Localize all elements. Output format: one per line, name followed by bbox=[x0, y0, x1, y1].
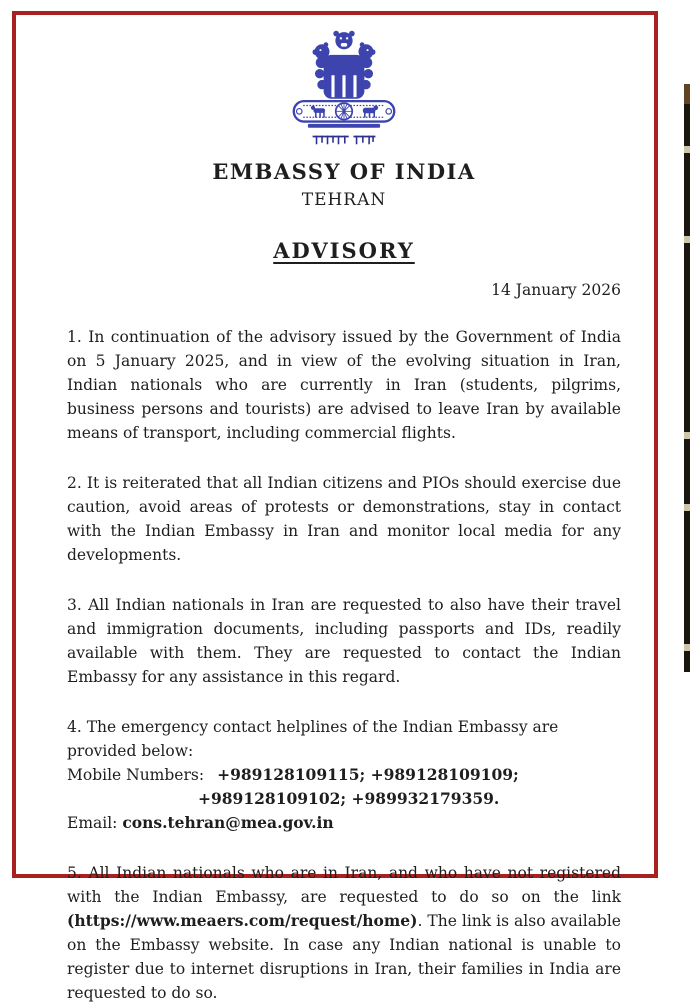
email-address: cons.tehran@mea.gov.in bbox=[122, 813, 334, 832]
scan-edge-artifact bbox=[684, 84, 690, 672]
mobile-numbers-group-2: +989128109102; +989932179359. bbox=[198, 789, 500, 808]
mobile-numbers-label: Mobile Numbers: bbox=[67, 766, 205, 784]
scan-edge-notch bbox=[684, 432, 690, 439]
mobile-numbers-line-1 bbox=[67, 763, 621, 787]
emblem-container bbox=[67, 25, 621, 153]
scan-edge-notch bbox=[684, 236, 690, 243]
email-line bbox=[67, 811, 621, 835]
scan-edge-notch bbox=[684, 644, 690, 651]
paragraph-5-text-after: . The link is also available on the Embassy website. In case any Indian national is unable to register due to internet disruptions in Iran, their families in India are requested to do so. bbox=[67, 912, 621, 1002]
city-name: TEHRAN bbox=[301, 190, 387, 210]
email-label: Email: bbox=[67, 814, 118, 832]
paragraph-5 bbox=[67, 861, 621, 1005]
document-border-frame bbox=[12, 11, 658, 1002]
scan-edge-notch bbox=[684, 146, 690, 153]
advisory-title: ADVISORY bbox=[273, 238, 415, 263]
mobile-numbers-line-2 bbox=[67, 787, 621, 811]
document-page bbox=[16, 15, 654, 1005]
paragraph-5-text-before: 5. All Indian nationals who are in Iran, and who have not registered with the Indian Embassy, are requested to do so on the link bbox=[67, 864, 621, 906]
helplines-intro: 4. The emergency contact helplines of the Indian Embassy are provided below: bbox=[67, 718, 559, 760]
paragraph-3: 3. All Indian nationals in Iran are requested to also have their travel and immigration documents, including passports and IDs, readily available with them. They are requested to contact the Indian Embassy for any assistance in this regard. bbox=[67, 596, 621, 686]
org-name: EMBASSY OF INDIA bbox=[212, 159, 476, 184]
scan-edge-artifact-top bbox=[684, 84, 690, 104]
state-emblem-of-india-icon bbox=[289, 25, 399, 149]
registration-link-url: (https://www.meaers.com/request/home) bbox=[67, 911, 418, 930]
document-date: 14 January 2026 bbox=[491, 281, 621, 299]
paragraph-1: 1. In continuation of the advisory issued by the Government of India on 5 January 2025, and in view of the evolving situation in Iran, Indian nationals who are currently in Iran (students, pilgrims, business persons and tourists) are advised to leave Iran by available means of transport, including commercial flights. bbox=[67, 328, 621, 442]
mobile-numbers-group-1: +989128109115; +989128109109; bbox=[217, 765, 519, 784]
scan-edge-notch bbox=[684, 504, 690, 511]
satyameva-jayate-motto bbox=[313, 136, 376, 145]
paragraph-4 bbox=[67, 715, 621, 835]
paragraph-2: 2. It is reiterated that all Indian citizens and PIOs should exercise due caution, avoid areas of protests or demonstrations, stay in contact with the Indian Embassy in Iran and monitor local media for any developments. bbox=[67, 474, 621, 564]
